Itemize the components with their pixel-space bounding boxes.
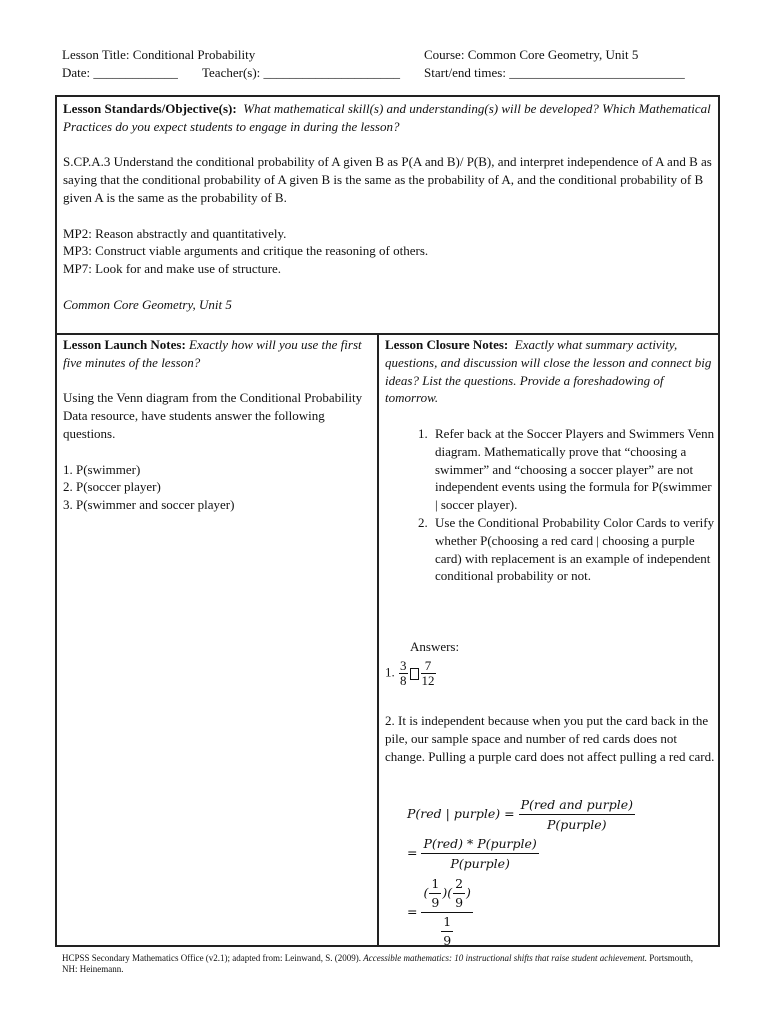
footer-publisher: Portsmouth, NH: Heinemann. (62, 953, 693, 974)
standard-text: S.CP.A.3 Understand the conditional probability of A given B as P(A and B)/ P(B), and interpret independence of A and B as saying that the conditional probability of A given B is the same as the probability of A, and the conditional probability of B given A is the same as the probability of B. (63, 154, 712, 205)
footer-text: HCPSS Secondary Mathematics Office (v2.1); adapted from: Leinwand, S. (2009). (62, 953, 364, 963)
launch-question: 2. P(soccer player) (63, 479, 161, 495)
launch-notes (63, 336, 368, 514)
fraction: ( $\frac{1}{9}$ )( $\frac{2}{9}$ ) $\frac{1}{9}$ (423, 876, 471, 948)
equation-line-1 (407, 797, 635, 832)
launch-heading: Lesson Launch Notes: (63, 337, 186, 352)
closure-question: 2. Use the Conditional Probability Color Cards to verify whether P(choosing a red card | choosing a purple card) with replacement is an example of independent conditional probability or not. (431, 514, 715, 585)
footer-citation (62, 953, 702, 975)
fraction: $\frac{7}{12}$ (421, 658, 435, 688)
launch-question: 1. P(swimmer) (63, 461, 141, 477)
footer-book-title: Accessible mathematics: 10 instructional shifts that raise student achievement. (363, 953, 647, 963)
answer-1 (385, 659, 437, 688)
answer-1-prefix: 1. (385, 664, 395, 680)
standards-prompt: What mathematical skill(s) and understanding(s) will be developed? Which Mathematical Practices do you expect students to engage in during the lesson? (63, 101, 711, 134)
fraction: $\frac{\text{P(red and purple)}}{\text{P(purple)}}$ (520, 797, 633, 832)
column-divider (377, 333, 379, 947)
answer-2: 2. It is independent because when you put the card back in the pile, our sample space and number of red cards does not change. Pulling a purple card does not affect pulling a red card. (385, 713, 715, 764)
closure-heading: Lesson Closure Notes: (385, 337, 509, 352)
unit-note: Common Core Geometry, Unit 5 (63, 296, 232, 312)
launch-question: 3. P(swimmer and soccer player) (63, 497, 235, 513)
lesson-title: Lesson Title: Conditional Probability (62, 47, 256, 62)
equals-sign: = (407, 904, 418, 919)
course-label: Course: Common Core Geometry, Unit 5 (424, 47, 639, 62)
standards-heading: Lesson Standards/Objective(s): (63, 101, 237, 116)
fraction: $\frac{\text{P(red) * P(purple)}}{\text{P(purple)}}$ (423, 836, 537, 871)
equation-line-3 (407, 877, 473, 948)
closure-question: 1. Refer back at the Soccer Players and Swimmers Venn diagram. Mathematically prove that “choosing a swimmer” and “choosing a soccer player” are not independent events using the formula for P(swimmer | soccer player). (431, 425, 715, 514)
answers-label: Answers: (410, 639, 460, 654)
closure-prompt: Exactly what summary activity, questions, and discussion will close the lesson and connect big ideas? List the questions. Provide a foreshadowing of tomorrow. (385, 337, 712, 406)
equals-sign: = (407, 845, 418, 860)
date-field: Date: _____________ (62, 65, 178, 80)
equation-lhs: P(red | purple) = (407, 806, 515, 821)
closure-question-list (385, 425, 715, 585)
practice-item: MP2: Reason abstractly and quantitatively. (63, 225, 287, 241)
launch-intro: Using the Venn diagram from the Conditional Probability Data resource, have students answer the following questions. (63, 390, 363, 441)
practice-item: MP7: Look for and make use of structure. (63, 261, 282, 277)
closure-notes (385, 336, 715, 585)
practice-item: MP3: Construct viable arguments and critique the reasoning of others. (63, 243, 429, 259)
standards-content (63, 100, 715, 314)
equation-line-2 (407, 836, 539, 871)
start-end-times-field: Start/end times: ___________________________ (424, 65, 685, 80)
teacher-field: Teacher(s): _____________________ (202, 65, 401, 80)
missing-glyph-box (410, 668, 419, 680)
fraction: $\frac{3}{8}$ (400, 658, 407, 688)
launch-prompt: Exactly how will you use the first five minutes of the lesson? (63, 337, 362, 370)
